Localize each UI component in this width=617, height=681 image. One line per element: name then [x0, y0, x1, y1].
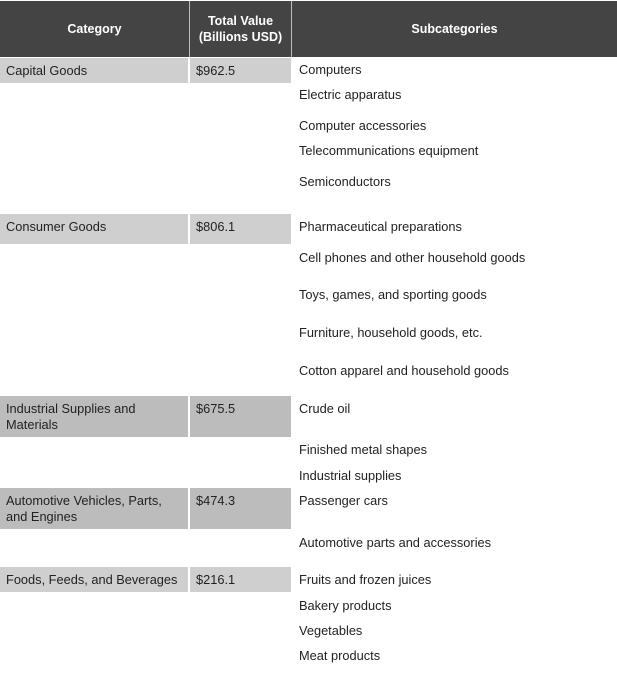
- subcategory-item: Cotton apparel and household goods: [299, 363, 509, 378]
- subcategory-item: Automotive parts and accessories: [299, 535, 492, 550]
- subcategory-item: Furniture, household goods, etc.: [299, 325, 483, 340]
- subcategory-item: Telecommunications equipment: [299, 143, 479, 158]
- value-cell: $675.5: [190, 396, 292, 437]
- table-header: [0, 1, 617, 57]
- category-cell: Industrial Supplies and Materials: [0, 396, 189, 437]
- subcategory-item: Finished metal shapes: [299, 442, 428, 457]
- value-cell: $474.3: [190, 488, 292, 529]
- total-value-header-line2: (Billions USD): [198, 30, 283, 44]
- subcategory-item: Meat products: [299, 648, 381, 663]
- subcategory-item: Semiconductors: [299, 174, 391, 189]
- subcategory-item: Passenger cars: [299, 493, 388, 508]
- subcategory-item: Pharmaceutical preparations: [299, 219, 462, 234]
- subcategory-item: Crude oil: [299, 401, 351, 416]
- subcategory-item: Industrial supplies: [299, 468, 402, 483]
- subcategory-item: Vegetables: [299, 623, 363, 638]
- column-header-total-value: [189, 1, 292, 57]
- subcategory-item: Bakery products: [299, 598, 392, 613]
- category-cell: Consumer Goods: [0, 214, 189, 244]
- value-cell: $962.5: [190, 58, 292, 83]
- column-header-category: Category: [67, 22, 122, 36]
- subcategory-item: Electric apparatus: [299, 87, 402, 102]
- subcategory-item: Toys, games, and sporting goods: [299, 287, 487, 302]
- column-header-subcategories: Subcategories: [411, 22, 498, 36]
- category-cell: Foods, Feeds, and Beverages: [0, 567, 189, 592]
- total-value-header-line1: Total Value: [207, 14, 274, 28]
- value-cell: $216.1: [190, 567, 292, 592]
- subcategory-item: Fruits and frozen juices: [299, 572, 432, 587]
- category-cell: Capital Goods: [0, 58, 189, 83]
- category-cell: Automotive Vehicles, Parts, and Engines: [0, 488, 189, 529]
- subcategory-item: Computers: [299, 62, 362, 77]
- value-cell: $806.1: [190, 214, 292, 244]
- subcategory-item: Cell phones and other household goods: [299, 250, 526, 265]
- subcategory-item: Computer accessories: [299, 118, 427, 133]
